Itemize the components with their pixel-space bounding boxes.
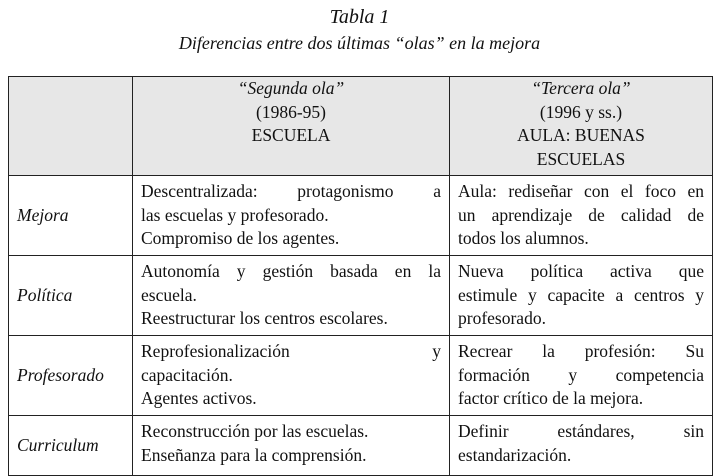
table-header-row [9, 77, 713, 176]
cell-line: un aprendizaje de calidad de [458, 204, 704, 225]
third-wave-focus-line1: AULA: BUENAS [517, 125, 645, 145]
comparison-table [8, 76, 713, 476]
cell-line: Autonomía y gestión basada en la [141, 261, 441, 281]
cell-line: Reestructurar los centros escolares. [141, 308, 388, 328]
cell-line: Reprofesionalización y [141, 341, 441, 361]
cell-line: Nueva política activa que [458, 261, 704, 281]
row-label: Política [9, 256, 133, 336]
third-wave-period: (1996 y ss.) [539, 101, 623, 122]
second-wave-cell [133, 416, 450, 476]
cell-line: estimule y capacite a centros y [458, 284, 704, 305]
third-wave-name: “Tercera ola” [531, 78, 631, 98]
second-wave-cell [133, 176, 450, 256]
header-third-wave [450, 77, 713, 176]
second-wave-cell [133, 256, 450, 336]
third-wave-cell [450, 416, 713, 476]
cell-line: capacitación. [141, 364, 233, 385]
cell-line: Recrear la profesión: Su [458, 341, 704, 361]
header-corner-cell [9, 77, 133, 176]
cell-line: Aula: rediseñar con el foco en [458, 181, 704, 201]
table-row-politica [9, 256, 713, 336]
third-wave-cell [450, 256, 713, 336]
cell-line: factor crítico de la mejora. [458, 388, 644, 408]
second-wave-cell [133, 336, 450, 416]
header-second-wave [133, 77, 450, 176]
cell-line: escuela. [141, 284, 197, 305]
cell-line: Reconstrucción por las escuelas. [141, 421, 369, 441]
table-row-curriculum [9, 416, 713, 476]
cell-line: Compromiso de los agentes. [141, 228, 340, 248]
second-wave-period: (1986-95) [256, 101, 326, 122]
row-label: Mejora [9, 176, 133, 256]
table-row-profesorado [9, 336, 713, 416]
cell-line: Enseñanza para la comprensión. [141, 444, 367, 465]
second-wave-focus: ESCUELA [251, 125, 331, 145]
row-label: Curriculum [9, 416, 133, 476]
table-subtitle: Diferencias entre dos últimas “olas” en la mejora [178, 33, 541, 53]
cell-line: las escuelas y profesorado. [141, 204, 329, 225]
second-wave-name: “Segunda ola” [237, 78, 345, 98]
third-wave-cell [450, 176, 713, 256]
cell-line: formación y competencia [458, 364, 704, 385]
cell-line: todos los alumnos. [458, 228, 589, 248]
cell-line: estandarización. [458, 444, 572, 465]
cell-line: Agentes activos. [141, 388, 257, 408]
cell-line: Descentralizada: protagonismo a [141, 181, 441, 201]
table-row-mejora [9, 176, 713, 256]
cell-line: profesorado. [458, 308, 546, 328]
third-wave-cell [450, 336, 713, 416]
third-wave-focus-line2: ESCUELAS [536, 148, 626, 169]
row-label: Profesorado [9, 336, 133, 416]
table-title: Tabla 1 [329, 6, 390, 28]
cell-line: Definir estándares, sin [458, 421, 704, 441]
